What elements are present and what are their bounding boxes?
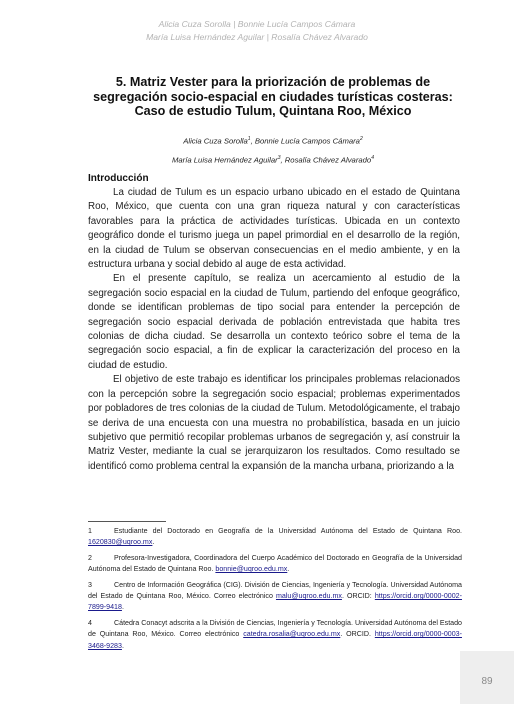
author-separator: ,	[280, 155, 285, 165]
footnote	[88, 526, 462, 549]
footnote-text: Cátedra Conacyt adscrita a la División de Ciencias, Ingeniería y Tecnología. Universidad Autónoma del Estado de Quintana Roo, México. Correo electrónico	[88, 618, 462, 639]
footnote-text: Estudiante del Doctorado en Geografía de la Universidad Autónoma del Estado de Quintana Roo.	[114, 527, 462, 535]
footnote-after-email: .	[287, 565, 290, 574]
author-name: Bonnie Lucía Campos Cámara	[254, 136, 360, 146]
authors-line-1	[80, 131, 466, 150]
footnote-after-email: .	[152, 538, 155, 547]
footnote-text: Profesora-Investigadora, Coordinadora del Cuerpo Académico del Doctorado en Geografía de la Universidad Autónoma del Estado de Quintana Roo.	[88, 553, 462, 574]
author-footnote-ref: 3	[277, 154, 281, 161]
section-heading: Introducción	[88, 173, 149, 184]
author-footnote-ref: 4	[371, 154, 374, 161]
paragraph: En el presente capítulo, se realiza un acercamiento al estudio de la segregación socio espacial en la ciudad de Tulum, partiendo del enfoque geográfico, donde se identifican problemas de tipo social para entender la percepción de segregación socio espacial derivada de población entrevistada que habita tres colonias de dicha ciudad. Se desarrolla un contexto teórico sobre el tema de la segregación socio espacial, a fin de explicar la caracterización del proceso en la ciudad de estudio.	[88, 273, 460, 371]
footnote-number: 1	[88, 527, 92, 535]
footnote-number: 4	[88, 618, 92, 627]
footnote-number: 2	[88, 553, 92, 562]
footnote-email-link[interactable]: malu@uqroo.edu.mx	[275, 592, 342, 601]
chapter-title-line-1: 5. Matriz Vester para la priorización de problemas de	[115, 75, 431, 89]
footnote-email-link[interactable]: 1620830@uqroo.mx	[88, 538, 153, 547]
author-footnote-ref: 1	[247, 136, 251, 142]
chapter-title-line-3: Caso de estudio Tulum, Quintana Roo, México	[134, 104, 412, 119]
running-head-line-2: María Luisa Hernández Aguilar | Rosalía Chávez Alvarado	[146, 31, 368, 42]
footnote-end: .	[121, 641, 124, 650]
body-text	[88, 186, 460, 474]
author-footnote-ref: 2	[359, 136, 363, 142]
footnote-end: .	[121, 603, 124, 612]
page-number: 89	[481, 676, 493, 687]
authors-line-2	[80, 150, 466, 169]
page-number-box	[460, 651, 514, 704]
author-name: Rosalía Chávez Alvarado	[284, 155, 372, 165]
author-name: María Luisa Hernández Aguilar	[171, 155, 278, 165]
footnote-separator	[88, 521, 166, 522]
footnote-email-link[interactable]: catedra.rosalia@uqroo.edu.mx	[243, 630, 341, 639]
footnote	[88, 618, 462, 652]
paragraph: El objetivo de este trabajo es identificar los principales problemas relacionados con la percepción sobre la segregación socio espacial; problemas experimentados por pobladores de tres colonias de la ciudad de Tulum. Metodológicamente, el trabajo se deriva de una encuesta con una muestra no probabilística, basada en un juicio subjetivo que permitió recopilar problemas urbanos de segregación y, así construir la Matriz Vester, mediante la cual se jerarquizaron los resultados. Como resultado se identificó como problema central la expansión de la mancha urbana, priorizando a la	[88, 374, 460, 472]
footnote	[88, 553, 462, 576]
author-separator: ,	[250, 136, 255, 146]
chapter-title-line-2: segregación socio-espacial en ciudades turísticas costeras:	[93, 89, 453, 104]
footnote-number: 3	[88, 580, 92, 589]
footnote-after-email: . ORCID.	[340, 630, 371, 639]
chapter-title	[80, 75, 466, 119]
running-head	[0, 18, 514, 43]
chapter-authors	[80, 131, 466, 168]
footnote-after-email: . ORCID:	[341, 592, 372, 601]
running-head-line-1: Alicia Cuza Sorolla | Bonnie Lucía Campos Cámara	[158, 19, 356, 29]
footnote-text: Centro de Información Geográfica (CIG). División de Ciencias, Ingeniería y Tecnología. Universidad Autónoma del Estado de Quintana Roo, México. Correo electrónico	[88, 580, 462, 601]
footnote-orcid-link[interactable]: https://orcid.org/0000-0003-3468-9283	[88, 630, 462, 650]
footnote	[88, 580, 462, 614]
paragraph: La ciudad de Tulum es un espacio urbano ubicado en el estado de Quintana Roo, México, que cuenta con una gran riqueza natural y con características favorables para la práctica de actividades turísticas. Ubicada en un contexto geográfico donde el turismo juega un papel primordial en el desarrollo de la región, en la ciudad de Tulum se observan consecuencias en el medio ambiente, y en la estructura urbana y social debido al auge de esta actividad.	[88, 187, 460, 271]
author-name: Alicia Cuza Sorolla	[183, 136, 248, 146]
footnote-orcid-link[interactable]: https://orcid.org/0000-0002-7899-9418	[88, 592, 462, 612]
footnote-email-link[interactable]: bonnie@uqroo.edu.mx	[215, 565, 288, 574]
footnotes	[88, 526, 462, 656]
